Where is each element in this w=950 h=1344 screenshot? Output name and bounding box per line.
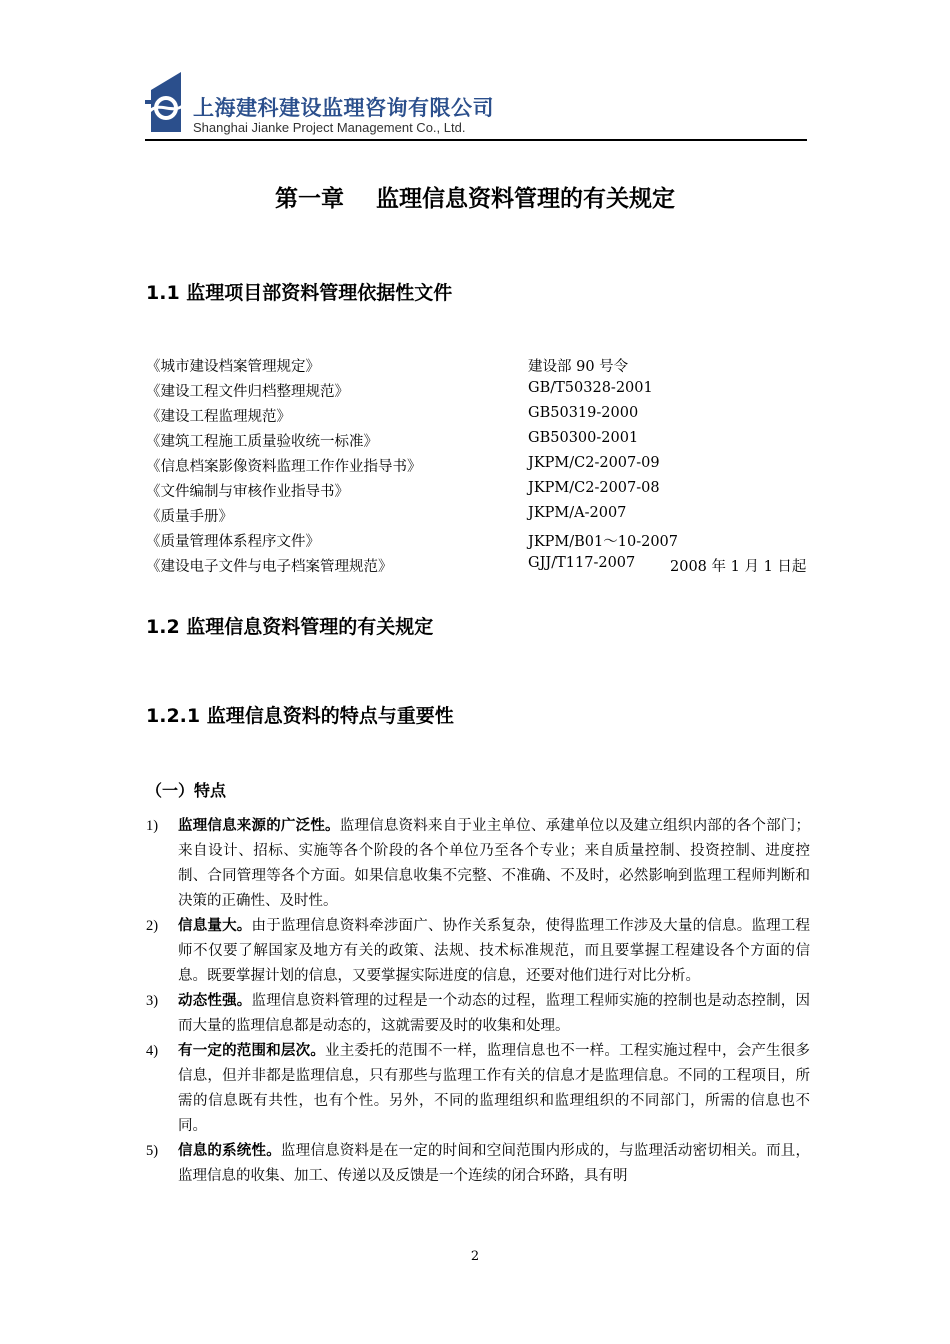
section-heading-1-1: 1.1 监理项目部资料管理依据性文件	[146, 282, 453, 304]
reference-list	[146, 355, 810, 580]
item-number: 1)	[146, 818, 159, 834]
page-number: 2	[470, 1249, 480, 1264]
reference-row	[146, 530, 810, 555]
reference-code: GJJ/T117-2007	[528, 555, 636, 571]
company-name-en: Shanghai Jianke Project Management Co., Ltd.	[193, 120, 466, 135]
reference-name: 《城市建设档案管理规定》	[146, 359, 320, 375]
reference-row	[146, 505, 810, 530]
reference-row	[146, 555, 810, 580]
item-title: 信息量大。	[178, 918, 252, 934]
reference-row	[146, 455, 810, 480]
feature-list	[146, 814, 810, 1189]
item-title: 监理信息来源的广泛性。	[178, 818, 340, 834]
item-number: 3)	[146, 993, 159, 1009]
reference-code: JKPM/A-2007	[528, 505, 627, 521]
reference-name: 《质量手册》	[146, 509, 233, 525]
item-text: 业主委托的范围不一样，监理信息也不一样。工程实施过程中，会产生很多信息，但并非都是监理信息，只有那些与监理工作有关的信息才是监理信息。不同的工程项目，所需的信息既有共性，也有个性。另外，不同的监理组织和监理组织的不同部门，所需的信息也不同。	[178, 1043, 811, 1134]
item-number: 2)	[146, 918, 159, 934]
reference-row	[146, 480, 810, 505]
item-number: 4)	[146, 1043, 159, 1059]
reference-code: JKPM/C2-2007-08	[528, 480, 660, 496]
reference-name: 《建设工程监理规范》	[146, 409, 291, 425]
company-logo-icon	[145, 70, 189, 132]
reference-code: JKPM/B01～10-2007	[528, 534, 678, 550]
list-item	[146, 814, 810, 914]
list-item	[146, 1039, 810, 1139]
list-item	[146, 989, 810, 1039]
reference-name: 《信息档案影像资料监理工作作业指导书》	[146, 459, 422, 475]
reference-code: GB50300-2001	[528, 430, 639, 446]
list-item	[146, 1139, 810, 1189]
reference-name: 《建设电子文件与电子档案管理规范》	[146, 559, 393, 575]
reference-note: 2008 年 1 月 1 日起	[670, 559, 807, 575]
subsection-heading: （一）特点	[146, 781, 227, 800]
reference-row	[146, 380, 810, 405]
reference-code: GB/T50328-2001	[528, 380, 653, 396]
reference-row	[146, 355, 810, 380]
section-heading-1-2-1: 1.2.1 监理信息资料的特点与重要性	[146, 705, 454, 727]
chapter-title: 第一章 监理信息资料管理的有关规定	[274, 186, 676, 212]
item-text: 监理信息资料来自于业主单位、承建单位以及建立组织内部的各个部门；来自设计、招标、实施等各个阶段的各个单位乃至各个专业；来自质量控制、投资控制、进度控制、合同管理等各个方面。如果信息收集不完整、不准确、不及时，必然影响到监理工程师判断和决策的正确性、及时性。	[178, 818, 811, 909]
item-title: 动态性强。	[178, 993, 252, 1009]
page-header	[145, 70, 807, 142]
item-text: 监理信息资料是在一定的时间和空间范围内形成的，与监理活动密切相关。而且，监理信息的收集、加工、传递以及反馈是一个连续的闭合环路，具有明	[178, 1143, 811, 1184]
reference-code: 建设部 90 号令	[528, 359, 629, 375]
reference-name: 《建筑工程施工质量验收统一标准》	[146, 434, 378, 450]
reference-code: JKPM/C2-2007-09	[528, 455, 660, 471]
item-title: 有一定的范围和层次。	[178, 1043, 326, 1059]
section-heading-1-2: 1.2 监理信息资料管理的有关规定	[146, 616, 434, 638]
item-text: 由于监理信息资料牵涉面广、协作关系复杂，使得监理工作涉及大量的信息。监理工程师不仅要了解国家及地方有关的政策、法规、技术标准规范，而且要掌握工程建设各个方面的信息。既要掌握计划的信息，又要掌握实际进度的信息，还要对他们进行对比分析。	[178, 918, 811, 984]
company-name-cn: 上海建科建设监理咨询有限公司	[193, 96, 494, 120]
reference-row	[146, 405, 810, 430]
list-item	[146, 914, 810, 989]
item-number: 5)	[146, 1143, 159, 1159]
reference-code: GB50319-2000	[528, 405, 639, 421]
reference-row	[146, 430, 810, 455]
reference-name: 《文件编制与审核作业指导书》	[146, 484, 349, 500]
reference-name: 《建设工程文件归档整理规范》	[146, 384, 349, 400]
item-title: 信息的系统性。	[178, 1143, 281, 1159]
header-divider	[145, 139, 807, 141]
item-text: 监理信息资料管理的过程是一个动态的过程，监理工程师实施的控制也是动态控制，因而大量的监理信息都是动态的，这就需要及时的收集和处理。	[178, 993, 811, 1034]
reference-name: 《质量管理体系程序文件》	[146, 534, 320, 550]
